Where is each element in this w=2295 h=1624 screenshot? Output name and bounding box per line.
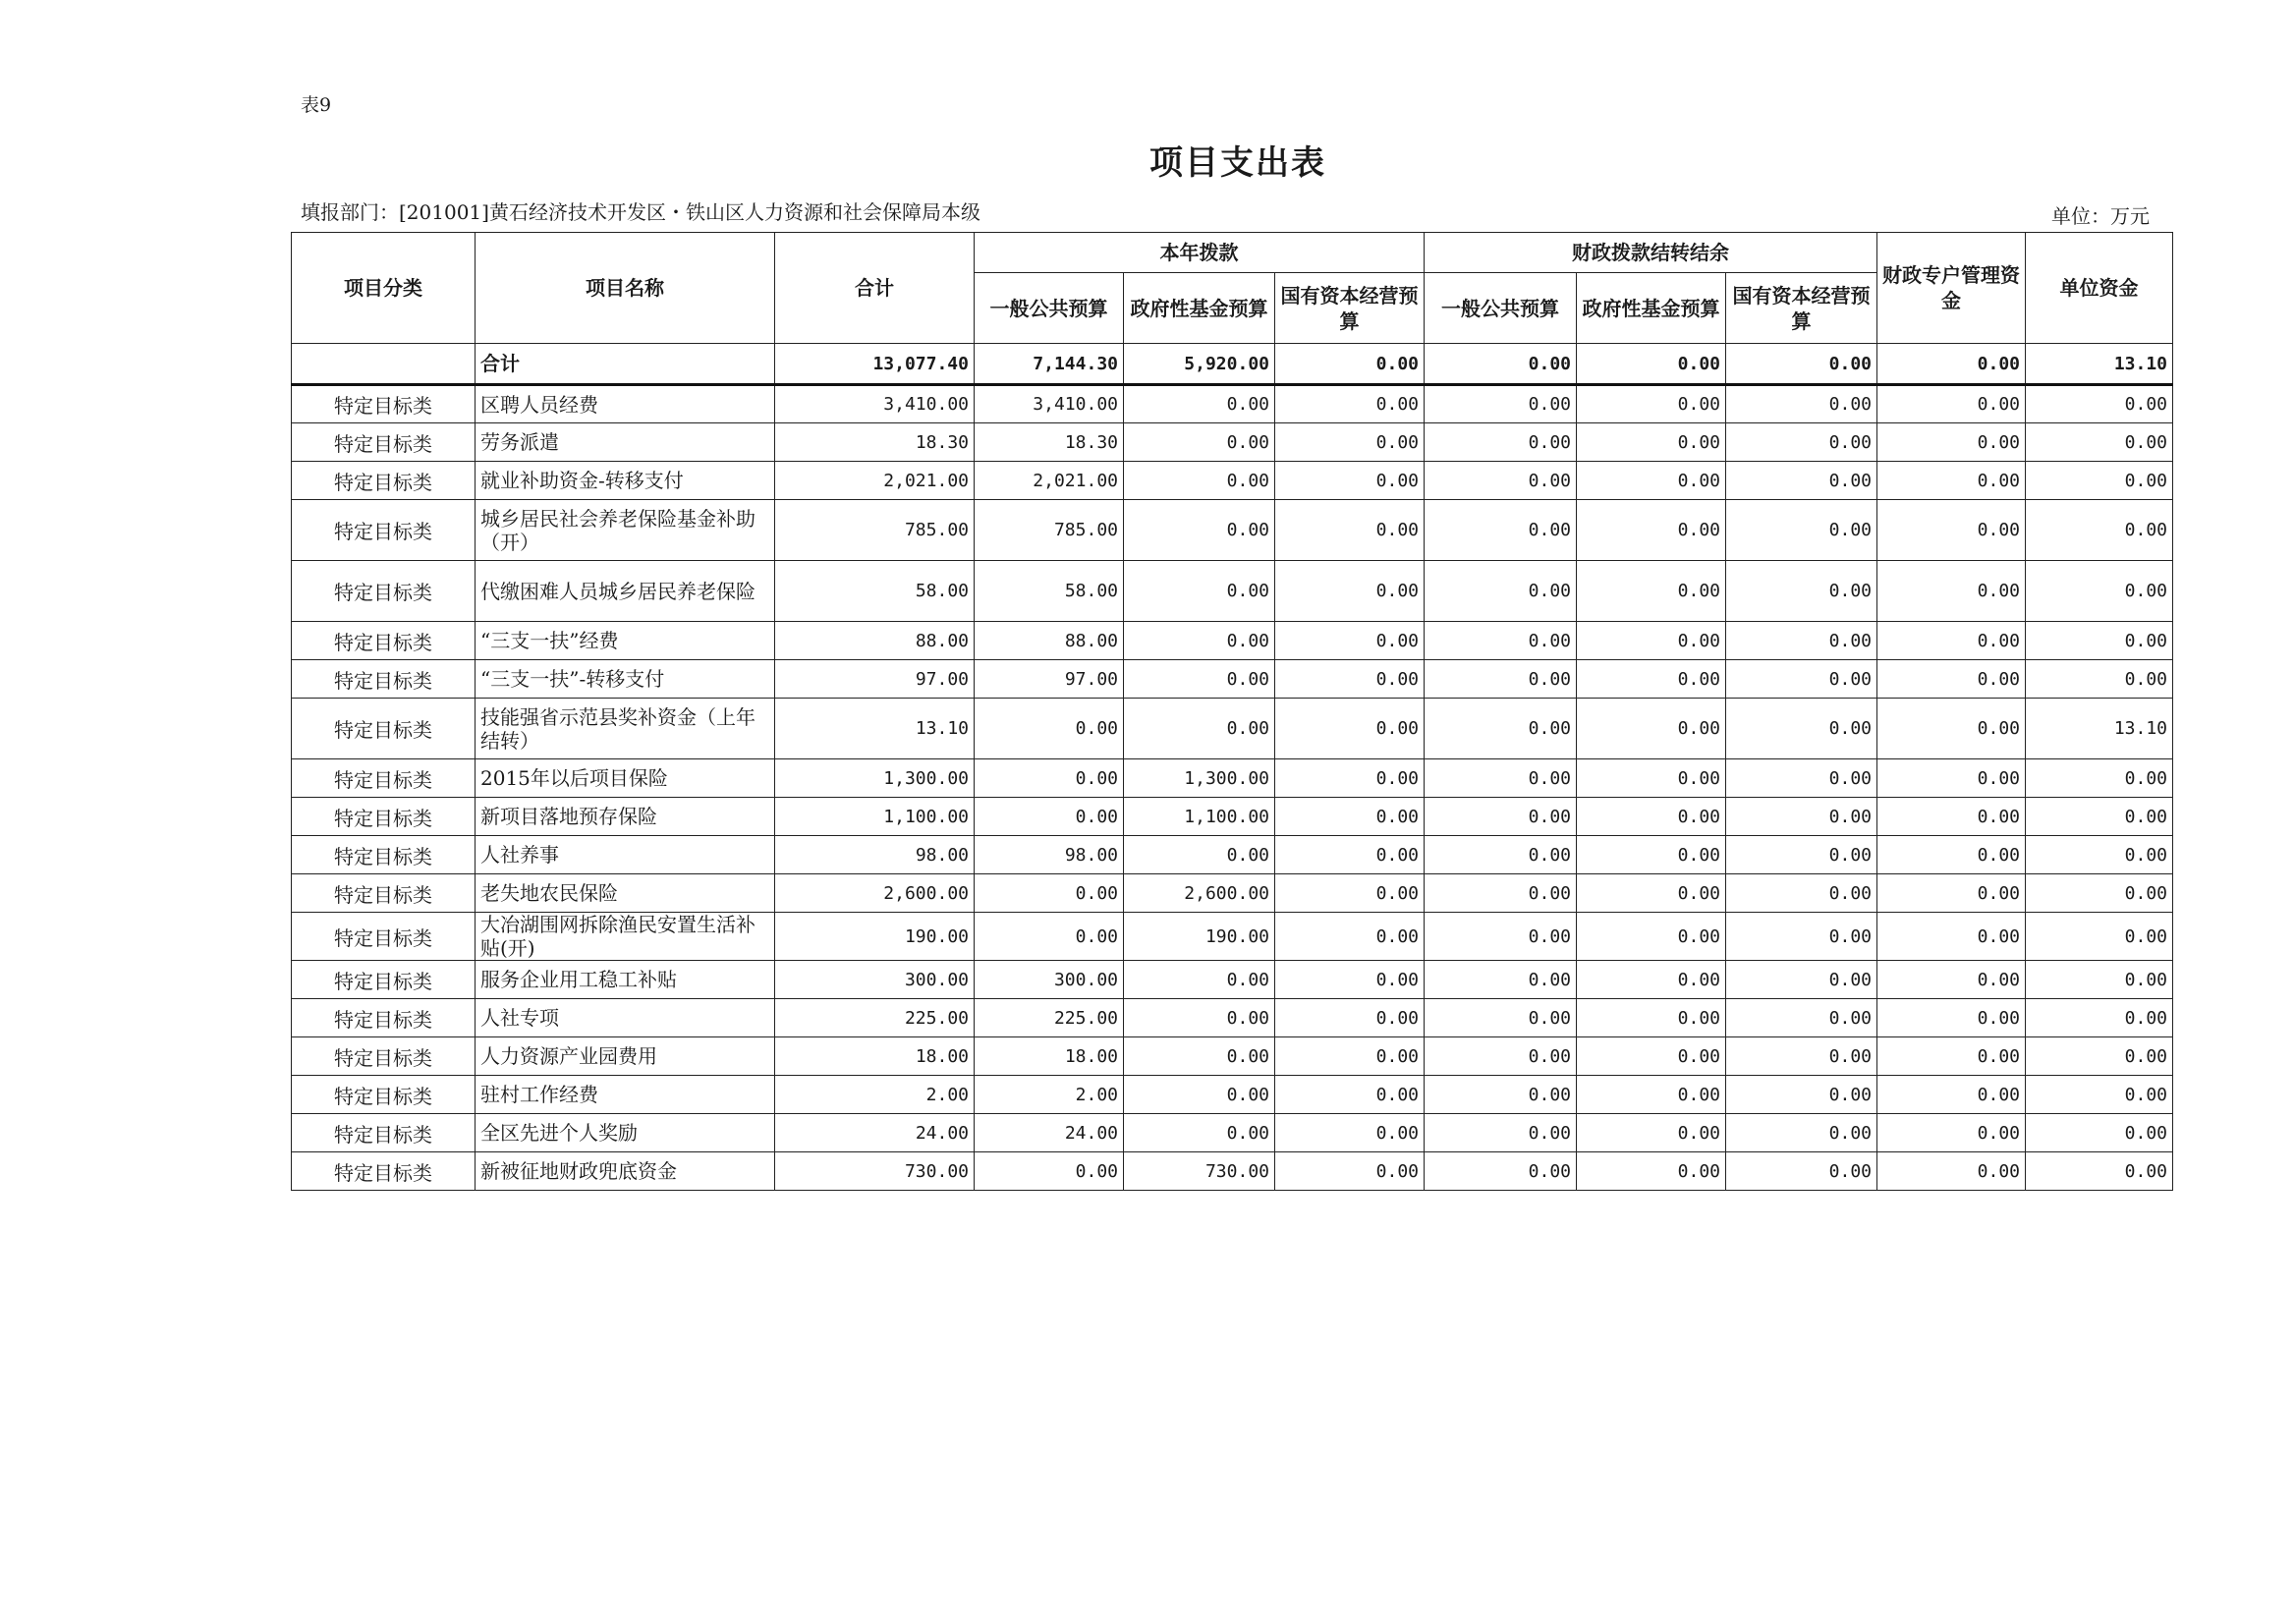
expenditure-table [291, 232, 2173, 1191]
cell-category: 特定目标类 [292, 999, 476, 1037]
cell-amount: 0.00 [1425, 385, 1577, 423]
cell-amount: 0.00 [1577, 385, 1726, 423]
cell-amount: 0.00 [1726, 798, 1877, 836]
cell-amount: 13.10 [2026, 344, 2173, 385]
header-fund: 政府性基金预算 [1124, 273, 1275, 344]
cell-amount: 0.00 [1275, 500, 1425, 561]
cell-amount: 0.00 [1577, 798, 1726, 836]
cell-amount: 3,410.00 [975, 385, 1124, 423]
cell-project-name: 人社专项 [476, 999, 775, 1037]
cell-category: 特定目标类 [292, 798, 476, 836]
cell-project-name: 人社养事 [476, 836, 775, 874]
table-row [292, 836, 2173, 874]
cell-amount: 0.00 [1275, 999, 1425, 1037]
cell-amount: 18.00 [775, 1037, 975, 1076]
cell-amount: 0.00 [1877, 836, 2026, 874]
cell-amount: 0.00 [1726, 1076, 1877, 1114]
cell-amount: 0.00 [1124, 561, 1275, 622]
cell-amount: 0.00 [1425, 874, 1577, 913]
cell-amount: 2.00 [975, 1076, 1124, 1114]
cell-amount: 58.00 [775, 561, 975, 622]
header-total: 合计 [775, 233, 975, 344]
cell-amount: 0.00 [1275, 874, 1425, 913]
cell-amount: 0.00 [2026, 500, 2173, 561]
cell-amount: 0.00 [1275, 961, 1425, 999]
cell-amount: 0.00 [975, 699, 1124, 759]
cell-amount: 0.00 [1877, 798, 2026, 836]
cell-project-name: 2015年以后项目保险 [476, 759, 775, 798]
cell-amount: 0.00 [1577, 1037, 1726, 1076]
document-title: 项目支出表 [1149, 143, 1326, 183]
cell-project-name: 驻村工作经费 [476, 1076, 775, 1114]
table-row [292, 622, 2173, 660]
header-state-capital: 国有资本经营预算 [1275, 273, 1425, 344]
cell-amount: 0.00 [1577, 1114, 1726, 1152]
cell-project-name: 老失地农民保险 [476, 874, 775, 913]
table-row [292, 561, 2173, 622]
cell-amount: 0.00 [2026, 913, 2173, 961]
cell-amount: 0.00 [2026, 836, 2173, 874]
cell-amount: 97.00 [975, 660, 1124, 699]
cell-category: 特定目标类 [292, 1152, 476, 1191]
cell-amount: 0.00 [1275, 462, 1425, 500]
cell-category: 特定目标类 [292, 500, 476, 561]
cell-amount: 0.00 [1577, 622, 1726, 660]
cell-amount: 0.00 [1425, 1114, 1577, 1152]
cell-amount: 7,144.30 [975, 344, 1124, 385]
cell-amount: 0.00 [1577, 1152, 1726, 1191]
cell-amount: 0.00 [1425, 999, 1577, 1037]
table-row [292, 874, 2173, 913]
cell-amount: 0.00 [1877, 874, 2026, 913]
cell-amount: 0.00 [2026, 961, 2173, 999]
cell-amount: 0.00 [1124, 462, 1275, 500]
cell-amount: 0.00 [1726, 1114, 1877, 1152]
cell-amount: 190.00 [1124, 913, 1275, 961]
cell-amount: 0.00 [1577, 913, 1726, 961]
cell-amount: 0.00 [1577, 423, 1726, 462]
cell-amount: 0.00 [2026, 423, 2173, 462]
cell-amount: 0.00 [1726, 913, 1877, 961]
cell-amount: 0.00 [1577, 561, 1726, 622]
cell-amount: 2,021.00 [775, 462, 975, 500]
cell-amount: 0.00 [1124, 423, 1275, 462]
cell-amount: 785.00 [775, 500, 975, 561]
table-row [292, 1114, 2173, 1152]
cell-amount: 18.00 [975, 1037, 1124, 1076]
cell-amount: 13.10 [775, 699, 975, 759]
cell-amount: 0.00 [2026, 874, 2173, 913]
header-fund-carryover: 政府性基金预算 [1577, 273, 1726, 344]
cell-amount: 0.00 [1726, 500, 1877, 561]
cell-amount: 0.00 [1726, 660, 1877, 699]
cell-amount: 0.00 [1124, 622, 1275, 660]
cell-amount: 0.00 [1726, 759, 1877, 798]
cell-category: 特定目标类 [292, 385, 476, 423]
cell-amount: 300.00 [975, 961, 1124, 999]
cell-amount: 0.00 [1877, 622, 2026, 660]
table-row [292, 759, 2173, 798]
cell-amount: 2,021.00 [975, 462, 1124, 500]
cell-amount: 0.00 [2026, 1114, 2173, 1152]
cell-amount: 0.00 [1726, 462, 1877, 500]
cell-amount: 0.00 [1425, 462, 1577, 500]
table-row [292, 660, 2173, 699]
cell-category [292, 344, 476, 385]
header-special: 财政专户管理资金 [1877, 233, 2026, 344]
cell-amount: 0.00 [1425, 759, 1577, 798]
unit-label: 单位：万元 [2051, 204, 2150, 228]
cell-amount: 0.00 [1577, 874, 1726, 913]
cell-amount: 0.00 [1877, 500, 2026, 561]
cell-amount: 0.00 [1275, 1114, 1425, 1152]
cell-amount: 0.00 [2026, 1076, 2173, 1114]
cell-amount: 0.00 [1275, 798, 1425, 836]
cell-amount: 0.00 [1877, 1114, 2026, 1152]
cell-amount: 0.00 [1425, 1152, 1577, 1191]
cell-project-name: 区聘人员经费 [476, 385, 775, 423]
cell-amount: 0.00 [1124, 999, 1275, 1037]
cell-project-name: 就业补助资金-转移支付 [476, 462, 775, 500]
cell-amount: 0.00 [1124, 1114, 1275, 1152]
table-row [292, 1037, 2173, 1076]
cell-amount: 0.00 [1275, 561, 1425, 622]
cell-category: 特定目标类 [292, 423, 476, 462]
cell-category: 特定目标类 [292, 1037, 476, 1076]
cell-amount: 0.00 [1425, 1037, 1577, 1076]
cell-project-name: “三支一扶”经费 [476, 622, 775, 660]
cell-amount: 0.00 [1726, 622, 1877, 660]
cell-amount: 0.00 [2026, 1152, 2173, 1191]
cell-amount: 88.00 [975, 622, 1124, 660]
cell-project-name: 技能强省示范县奖补资金（上年结转） [476, 699, 775, 759]
cell-amount: 0.00 [1877, 1076, 2026, 1114]
cell-amount: 0.00 [1124, 699, 1275, 759]
cell-amount: 0.00 [1275, 385, 1425, 423]
department-label: 填报部门：[201001]黄石经济技术开发区・铁山区人力资源和社会保障局本级 [301, 200, 980, 224]
cell-amount: 0.00 [2026, 999, 2173, 1037]
cell-amount: 0.00 [1425, 344, 1577, 385]
cell-amount: 0.00 [1425, 836, 1577, 874]
cell-category: 特定目标类 [292, 836, 476, 874]
cell-amount: 0.00 [1577, 961, 1726, 999]
cell-category: 特定目标类 [292, 462, 476, 500]
header-unit-fund: 单位资金 [2026, 233, 2173, 344]
table-body [292, 344, 2173, 1191]
cell-project-name: 城乡居民社会养老保险基金补助（开） [476, 500, 775, 561]
cell-amount: 0.00 [975, 798, 1124, 836]
cell-amount: 225.00 [975, 999, 1124, 1037]
cell-category: 特定目标类 [292, 1114, 476, 1152]
cell-amount: 0.00 [1124, 500, 1275, 561]
cell-amount: 0.00 [975, 913, 1124, 961]
cell-amount: 0.00 [1726, 1152, 1877, 1191]
cell-amount: 0.00 [1726, 874, 1877, 913]
cell-amount: 2,600.00 [775, 874, 975, 913]
cell-category: 特定目标类 [292, 759, 476, 798]
cell-amount: 0.00 [1877, 660, 2026, 699]
table-row [292, 385, 2173, 423]
cell-amount: 0.00 [1877, 561, 2026, 622]
cell-amount: 1,100.00 [775, 798, 975, 836]
cell-amount: 0.00 [1425, 660, 1577, 699]
cell-project-name: 服务企业用工稳工补贴 [476, 961, 775, 999]
header-category: 项目分类 [292, 233, 476, 344]
cell-amount: 0.00 [1726, 423, 1877, 462]
cell-amount: 0.00 [1877, 759, 2026, 798]
cell-amount: 1,100.00 [1124, 798, 1275, 836]
cell-amount: 0.00 [1425, 1076, 1577, 1114]
cell-project-name: 合计 [476, 344, 775, 385]
cell-amount: 0.00 [1877, 913, 2026, 961]
total-row [292, 344, 2173, 385]
cell-amount: 2,600.00 [1124, 874, 1275, 913]
cell-amount: 0.00 [1275, 913, 1425, 961]
cell-amount: 0.00 [1275, 1037, 1425, 1076]
cell-amount: 0.00 [1577, 500, 1726, 561]
table-row [292, 500, 2173, 561]
cell-project-name: 大冶湖围网拆除渔民安置生活补贴(开) [476, 913, 775, 961]
cell-category: 特定目标类 [292, 874, 476, 913]
cell-amount: 0.00 [1577, 1076, 1726, 1114]
table-row [292, 1152, 2173, 1191]
cell-amount: 785.00 [975, 500, 1124, 561]
cell-amount: 0.00 [1726, 999, 1877, 1037]
cell-amount: 0.00 [1726, 699, 1877, 759]
cell-amount: 0.00 [1577, 836, 1726, 874]
cell-amount: 0.00 [1726, 961, 1877, 999]
cell-amount: 0.00 [2026, 561, 2173, 622]
expenditure-table-wrapper [291, 232, 2173, 1191]
cell-amount: 88.00 [775, 622, 975, 660]
cell-category: 特定目标类 [292, 1076, 476, 1114]
cell-amount: 0.00 [1425, 961, 1577, 999]
header-name: 项目名称 [476, 233, 775, 344]
cell-project-name: 新项目落地预存保险 [476, 798, 775, 836]
cell-amount: 0.00 [1275, 1076, 1425, 1114]
cell-amount: 0.00 [1425, 500, 1577, 561]
cell-amount: 0.00 [2026, 622, 2173, 660]
cell-project-name: 代缴困难人员城乡居民养老保险 [476, 561, 775, 622]
cell-amount: 0.00 [1726, 385, 1877, 423]
cell-amount: 0.00 [1577, 699, 1726, 759]
table-row [292, 699, 2173, 759]
cell-amount: 0.00 [1726, 561, 1877, 622]
header-group-carryover: 财政拨款结转结余 [1425, 233, 1877, 273]
cell-amount: 13,077.40 [775, 344, 975, 385]
cell-amount: 0.00 [1877, 462, 2026, 500]
table-row [292, 1076, 2173, 1114]
cell-amount: 190.00 [775, 913, 975, 961]
cell-amount: 0.00 [2026, 660, 2173, 699]
cell-amount: 0.00 [1425, 798, 1577, 836]
table-row [292, 462, 2173, 500]
cell-amount: 0.00 [2026, 385, 2173, 423]
cell-amount: 0.00 [1877, 1037, 2026, 1076]
cell-amount: 58.00 [975, 561, 1124, 622]
cell-amount: 0.00 [1275, 1152, 1425, 1191]
cell-amount: 0.00 [1275, 759, 1425, 798]
cell-amount: 0.00 [1877, 699, 2026, 759]
table-row [292, 798, 2173, 836]
cell-amount: 0.00 [1275, 699, 1425, 759]
cell-amount: 98.00 [775, 836, 975, 874]
cell-amount: 0.00 [975, 874, 1124, 913]
table-row [292, 961, 2173, 999]
cell-amount: 0.00 [1577, 344, 1726, 385]
cell-amount: 0.00 [1275, 622, 1425, 660]
cell-amount: 0.00 [1726, 836, 1877, 874]
cell-project-name: 新被征地财政兜底资金 [476, 1152, 775, 1191]
header-state-capital-carryover: 国有资本经营预算 [1726, 273, 1877, 344]
cell-category: 特定目标类 [292, 622, 476, 660]
cell-amount: 0.00 [1275, 344, 1425, 385]
header-general-carryover: 一般公共预算 [1425, 273, 1577, 344]
cell-project-name: 全区先进个人奖励 [476, 1114, 775, 1152]
cell-amount: 0.00 [1877, 423, 2026, 462]
cell-amount: 1,300.00 [1124, 759, 1275, 798]
cell-amount: 0.00 [1124, 660, 1275, 699]
header-group-current: 本年拨款 [975, 233, 1425, 273]
header-general: 一般公共预算 [975, 273, 1124, 344]
cell-amount: 0.00 [1577, 759, 1726, 798]
cell-amount: 0.00 [1877, 344, 2026, 385]
cell-amount: 0.00 [975, 759, 1124, 798]
cell-amount: 0.00 [1877, 385, 2026, 423]
cell-amount: 0.00 [1275, 423, 1425, 462]
cell-project-name: “三支一扶”-转移支付 [476, 660, 775, 699]
cell-amount: 0.00 [1577, 660, 1726, 699]
cell-amount: 0.00 [1425, 423, 1577, 462]
cell-category: 特定目标类 [292, 961, 476, 999]
cell-amount: 0.00 [1124, 385, 1275, 423]
cell-amount: 0.00 [1124, 1037, 1275, 1076]
cell-amount: 24.00 [975, 1114, 1124, 1152]
cell-amount: 1,300.00 [775, 759, 975, 798]
cell-amount: 18.30 [975, 423, 1124, 462]
table-row [292, 423, 2173, 462]
cell-amount: 0.00 [2026, 759, 2173, 798]
cell-amount: 2.00 [775, 1076, 975, 1114]
table-row [292, 999, 2173, 1037]
cell-amount: 0.00 [1275, 660, 1425, 699]
cell-amount: 0.00 [1726, 1037, 1877, 1076]
cell-amount: 0.00 [975, 1152, 1124, 1191]
cell-amount: 3,410.00 [775, 385, 975, 423]
cell-amount: 0.00 [1124, 1076, 1275, 1114]
cell-amount: 0.00 [1124, 836, 1275, 874]
table-number: 表9 [301, 94, 332, 116]
cell-amount: 0.00 [1425, 913, 1577, 961]
cell-amount: 0.00 [1577, 999, 1726, 1037]
cell-amount: 18.30 [775, 423, 975, 462]
cell-amount: 0.00 [1877, 1152, 2026, 1191]
cell-project-name: 劳务派遣 [476, 423, 775, 462]
cell-amount: 730.00 [1124, 1152, 1275, 1191]
cell-amount: 730.00 [775, 1152, 975, 1191]
cell-amount: 0.00 [1425, 699, 1577, 759]
cell-amount: 225.00 [775, 999, 975, 1037]
cell-category: 特定目标类 [292, 699, 476, 759]
cell-amount: 300.00 [775, 961, 975, 999]
cell-category: 特定目标类 [292, 660, 476, 699]
cell-project-name: 人力资源产业园费用 [476, 1037, 775, 1076]
cell-amount: 97.00 [775, 660, 975, 699]
cell-amount: 0.00 [1877, 999, 2026, 1037]
cell-amount: 0.00 [2026, 798, 2173, 836]
cell-amount: 24.00 [775, 1114, 975, 1152]
cell-amount: 5,920.00 [1124, 344, 1275, 385]
cell-amount: 0.00 [1425, 561, 1577, 622]
cell-amount: 0.00 [2026, 462, 2173, 500]
cell-amount: 0.00 [1726, 344, 1877, 385]
cell-amount: 0.00 [1877, 961, 2026, 999]
cell-category: 特定目标类 [292, 561, 476, 622]
cell-amount: 0.00 [2026, 1037, 2173, 1076]
cell-amount: 0.00 [1425, 622, 1577, 660]
table-row [292, 913, 2173, 961]
cell-amount: 0.00 [1275, 836, 1425, 874]
cell-amount: 98.00 [975, 836, 1124, 874]
cell-amount: 0.00 [1577, 462, 1726, 500]
cell-amount: 13.10 [2026, 699, 2173, 759]
cell-category: 特定目标类 [292, 913, 476, 961]
cell-amount: 0.00 [1124, 961, 1275, 999]
